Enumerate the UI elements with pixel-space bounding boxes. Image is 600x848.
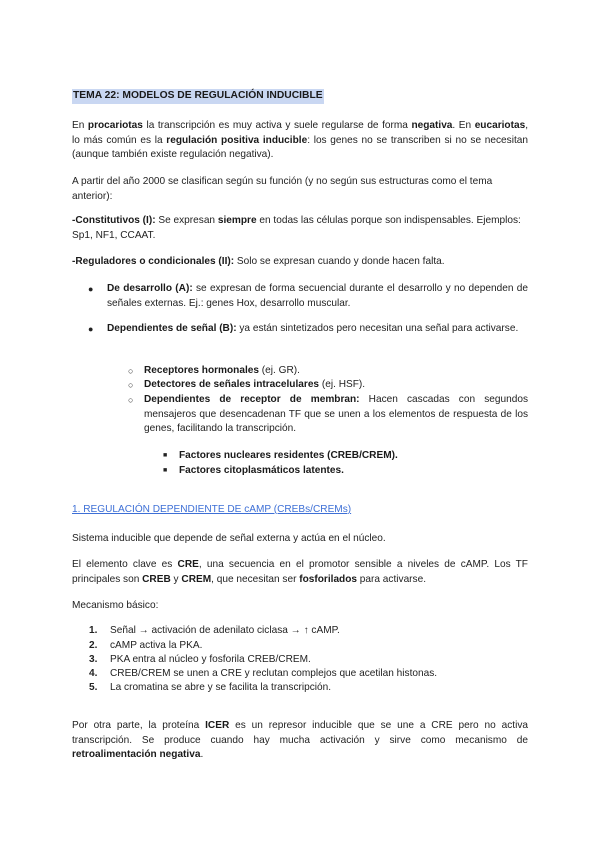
step-number: 5. [89,682,98,693]
dash: - [72,256,76,267]
reguladores-paragraph [72,255,528,270]
text: , una secuencia en el promotor sensible a niveles de cAMP. Los TF principales son [72,559,528,585]
bold-text: CREB [142,573,171,585]
bold-text: siempre [217,215,257,226]
text: y [170,573,182,585]
page-title: TEMA 22: MODELOS DE REGULACIÓN INDUCIBLE [72,89,324,104]
step-number: 2. [89,640,98,651]
bold-text: CRE [177,559,199,570]
bold-text: De desarrollo (A): [107,283,193,294]
step-text: PKA entra al núcleo y fosforila CREB/CREM. [110,654,311,665]
step-number: 1. [89,625,98,636]
bullet-icon: ● [88,324,94,334]
list-item-text [107,282,528,311]
text: , que necesitan ser [211,573,300,585]
sub-item-text [144,378,528,393]
text: es un represor inducible que se une a CRE pero no activa transcripción. Se produce cuando hay mucha activación y sirve como mecanismo de [72,720,528,746]
bold-text: Reguladores o condicionales (II): [75,256,235,267]
bold-text: Receptores hormonales [144,365,259,376]
text: Solo se expresan cuando y donde hacen falta. [234,256,445,267]
bold-text: negativa [411,120,453,131]
bold-text: procariotas [87,120,143,131]
square-bullet-icon: ■ [163,467,168,474]
bold-text: Dependientes de señal (B): [107,323,237,334]
sub-item-text [144,364,528,379]
text: la transcripción es muy activa y suele regularse de forma [142,120,412,131]
dash: - [72,215,76,226]
circle-bullet-icon: ○ [128,366,134,376]
bold-text: Dependientes de receptor de membran: [144,394,360,405]
bold-text: CREM [181,573,212,585]
text: , lo más común es la [72,120,528,146]
heading-block [72,89,528,104]
classification-paragraph: A partir del año 2000 se clasifican según su función (y no según sus estructuras como el tema anterior): [72,176,493,202]
list-item-text [107,322,528,337]
text: : los genes no se transcriben si no se necesitan (aunque también existe regulación negativa). [72,134,528,161]
factor-text: Factores nucleares residentes (CREB/CREM). [179,450,398,461]
text: se expresan de forma secuencial durante el desarrollo y no dependen de señales externas. Ej.: genes Hox, desarrollo muscular. [107,283,528,309]
circle-bullet-icon: ○ [128,395,134,405]
text: . En [452,120,475,131]
text: Por otra parte, la proteína [72,720,206,731]
text: ya están sintetizados pero necesitan una señal para activarse. [236,323,519,334]
bold-text: Constitutivos (I): [75,215,156,226]
section-heading[interactable] [72,503,528,518]
text: en todas las células porque son indispensables. Ejemplos: Sp1, NF1, CCAAT. [72,215,521,241]
bold-text: Detectores de señales intracelulares [144,379,320,390]
text: El elemento clave es [72,559,178,570]
circle-bullet-icon: ○ [128,380,134,390]
text: (ej. GR). [259,365,300,376]
text: En [72,120,88,131]
step-number: 4. [89,668,98,679]
text: Hacen cascadas con segundos mensajeros que desencadenan TF que se unen a los elementos de respuesta de los genes, facilitando la transcripción. [144,394,528,435]
bold-text: retroalimentación negativa [72,749,201,761]
section-paragraph-4 [72,719,528,763]
bold-text: eucariotas [474,120,526,131]
intro-paragraph [72,119,528,163]
text: para activarse. [357,573,427,585]
bullet-icon: ● [88,284,94,294]
step-text: Señal → activación de adenilato ciclasa → ↑ cAMP. [110,625,340,636]
step-text: La cromatina se abre y se facilita la transcripción. [110,682,332,693]
step-text: CREB/CREM se unen a CRE y reclutan complejos que acetilan histonas. [110,668,438,679]
section-heading-link[interactable]: 1. REGULACIÓN DEPENDIENTE DE cAMP (CREBs/CREMs) [72,504,352,515]
text: (ej. HSF). [319,379,366,390]
step-text: cAMP activa la PKA. [110,640,203,651]
section-paragraph-3: Mecanismo básico: [72,600,159,611]
text: . [200,749,204,761]
step-number: 3. [89,654,98,665]
square-bullet-icon: ■ [163,452,168,459]
sub-item-text [144,393,528,437]
text: Se expresan [155,215,218,226]
bold-text: fosforilados [299,573,357,585]
constitutivos-paragraph [72,214,528,243]
factor-text: Factores citoplasmáticos latentes. [179,465,344,476]
section-paragraph-2 [72,558,528,587]
bold-text: regulación positiva inducible [166,134,308,146]
bold-text: ICER [205,720,230,731]
section-paragraph-1: Sistema inducible que depende de señal externa y actúa en el núcleo. [72,533,386,544]
